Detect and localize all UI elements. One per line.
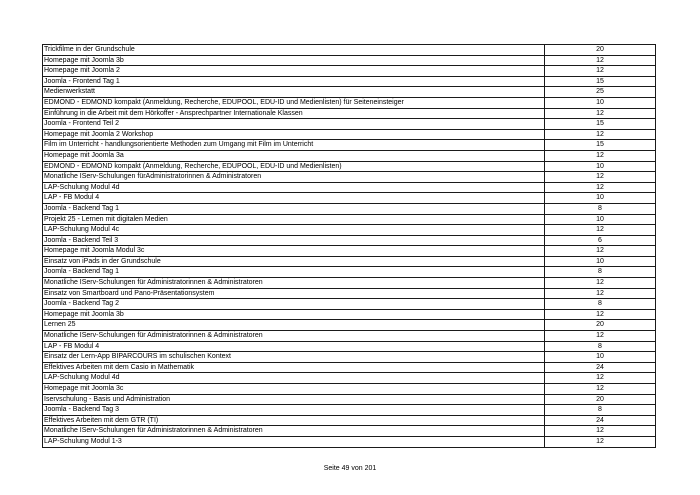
course-title-cell: Projekt 25 - Lernen mit digitalen Medien	[43, 214, 545, 225]
course-title-cell: Lernen 25	[43, 320, 545, 331]
course-title-cell: LAP-Schulung Modul 4d	[43, 373, 545, 384]
course-value-cell: 6	[545, 235, 656, 246]
course-title-cell: Einsatz von Smartboard und Pano-Präsentationsystem	[43, 288, 545, 299]
page-number: Seite 49 von 201	[323, 465, 377, 472]
course-title-cell: Monatliche IServ-Schulungen fürAdministratorinnen & Administratoren	[43, 172, 545, 183]
course-value-cell: 15	[545, 76, 656, 87]
course-value-cell: 8	[545, 203, 656, 214]
course-value-cell: 12	[545, 373, 656, 384]
course-title-cell: Joomla - Frontend Tag 1	[43, 76, 545, 87]
table-row	[43, 341, 656, 352]
table-row	[43, 288, 656, 299]
course-value-cell: 12	[545, 108, 656, 119]
course-title-cell: Film im Unterricht - handlungsorientierte Methoden zum Umgang mit Film im Unterricht	[43, 140, 545, 151]
course-title-cell: Einsatz der Lern-App BIPARCOURS im schulischen Kontext	[43, 352, 545, 363]
course-title-cell: LAP-Schulung Modul 4c	[43, 225, 545, 236]
table-row	[43, 384, 656, 395]
table-row	[43, 172, 656, 183]
course-title-cell: Joomla - Backend Tag 1	[43, 203, 545, 214]
course-value-cell: 12	[545, 436, 656, 447]
course-title-cell: Homepage mit Joomla Modul 3c	[43, 246, 545, 257]
course-value-cell: 12	[545, 172, 656, 183]
table-row	[43, 362, 656, 373]
table-row	[43, 129, 656, 140]
course-title-cell: Joomla - Frontend Teil 2	[43, 119, 545, 130]
course-title-cell: Monatliche IServ-Schulungen für Administratorinnen & Administratoren	[43, 278, 545, 289]
table-row	[43, 161, 656, 172]
course-title-cell: Homepage mit Joomla 3c	[43, 384, 545, 395]
course-value-cell: 15	[545, 140, 656, 151]
course-value-cell: 10	[545, 214, 656, 225]
course-title-cell: Monatliche IServ-Schulungen für Administratorinnen & Administratoren	[43, 331, 545, 342]
course-value-cell: 10	[545, 193, 656, 204]
course-value-cell: 10	[545, 97, 656, 108]
course-title-cell: EDMOND - EDMOND kompakt (Anmeldung, Recherche, EDUPOOL, EDU-ID und Medienlisten)	[43, 161, 545, 172]
table-row	[43, 108, 656, 119]
course-value-cell: 12	[545, 129, 656, 140]
table-row	[43, 235, 656, 246]
table-row	[43, 140, 656, 151]
course-value-cell: 10	[545, 256, 656, 267]
table-row	[43, 55, 656, 66]
table-row	[43, 299, 656, 310]
course-value-cell: 12	[545, 288, 656, 299]
course-title-cell: Joomla - Backend Tag 3	[43, 405, 545, 416]
course-title-cell: Homepage mit Joomla 3a	[43, 150, 545, 161]
course-value-cell: 12	[545, 150, 656, 161]
course-title-cell: Homepage mit Joomla 2	[43, 66, 545, 77]
table-row	[43, 373, 656, 384]
course-value-cell: 8	[545, 405, 656, 416]
course-title-cell: LAP-Schulung Modul 1-3	[43, 436, 545, 447]
course-value-cell: 12	[545, 182, 656, 193]
course-title-cell: Homepage mit Joomla 3b	[43, 55, 545, 66]
table-row	[43, 76, 656, 87]
course-value-cell: 8	[545, 267, 656, 278]
course-value-cell: 10	[545, 161, 656, 172]
table-row	[43, 309, 656, 320]
table-row	[43, 45, 656, 56]
course-title-cell: Effektives Arbeiten mit dem Casio in Mathematik	[43, 362, 545, 373]
table-row	[43, 405, 656, 416]
table-row	[43, 214, 656, 225]
course-title-cell: LAP-Schulung Modul 4d	[43, 182, 545, 193]
course-value-cell: 25	[545, 87, 656, 98]
table-row	[43, 394, 656, 405]
course-value-cell: 12	[545, 55, 656, 66]
table-row	[43, 352, 656, 363]
course-value-cell: 12	[545, 426, 656, 437]
table-row	[43, 320, 656, 331]
course-title-cell: Homepage mit Joomla 2 Workshop	[43, 129, 545, 140]
course-value-cell: 12	[545, 278, 656, 289]
table-row	[43, 97, 656, 108]
course-title-cell: LAP - FB Modul 4	[43, 193, 545, 204]
course-value-cell: 12	[545, 384, 656, 395]
table-row	[43, 119, 656, 130]
table-row	[43, 278, 656, 289]
course-value-cell: 10	[545, 352, 656, 363]
course-title-cell: Joomla - Backend Tag 2	[43, 299, 545, 310]
table-row	[43, 87, 656, 98]
table-row	[43, 182, 656, 193]
table-row	[43, 246, 656, 257]
course-title-cell: Medienwerkstatt	[43, 87, 545, 98]
table-row	[43, 415, 656, 426]
table-row	[43, 225, 656, 236]
table-row	[43, 436, 656, 447]
course-title-cell: Joomla - Backend Teil 3	[43, 235, 545, 246]
table-row	[43, 66, 656, 77]
course-value-cell: 20	[545, 320, 656, 331]
table-row	[43, 256, 656, 267]
course-value-cell: 20	[545, 394, 656, 405]
course-value-cell: 24	[545, 362, 656, 373]
table-row	[43, 193, 656, 204]
course-value-cell: 12	[545, 331, 656, 342]
course-value-cell: 15	[545, 119, 656, 130]
course-value-cell: 12	[545, 66, 656, 77]
course-title-cell: Effektives Arbeiten mit dem GTR (TI)	[43, 415, 545, 426]
course-table-body	[43, 45, 656, 448]
course-value-cell: 20	[545, 45, 656, 56]
table-row	[43, 426, 656, 437]
course-title-cell: Homepage mit Joomla 3b	[43, 309, 545, 320]
course-title-cell: Monatliche IServ-Schulungen für Administratorinnen & Administratoren	[43, 426, 545, 437]
course-title-cell: EDMOND - EDMOND kompakt (Anmeldung, Recherche, EDUPOOL, EDU-ID und Medienlisten) für Seiteneinsteiger	[43, 97, 545, 108]
course-title-cell: Trickfilme in der Grundschule	[43, 45, 545, 56]
table-row	[43, 267, 656, 278]
course-title-cell: LAP - FB Modul 4	[43, 341, 545, 352]
course-value-cell: 8	[545, 341, 656, 352]
course-value-cell: 12	[545, 246, 656, 257]
course-title-cell: Einführung in die Arbeit mit dem Hörkoffer - Ansprechpartner Internationale Klassen	[43, 108, 545, 119]
course-value-cell: 24	[545, 415, 656, 426]
course-title-cell: Einsatz von iPads in der Grundschule	[43, 256, 545, 267]
course-title-cell: Iservschulung - Basis und Administration	[43, 394, 545, 405]
course-title-cell: Joomla - Backend Tag 1	[43, 267, 545, 278]
course-value-cell: 12	[545, 309, 656, 320]
table-row	[43, 203, 656, 214]
table-row	[43, 331, 656, 342]
course-value-cell: 12	[545, 225, 656, 236]
course-table	[42, 44, 656, 448]
table-row	[43, 150, 656, 161]
course-value-cell: 8	[545, 299, 656, 310]
